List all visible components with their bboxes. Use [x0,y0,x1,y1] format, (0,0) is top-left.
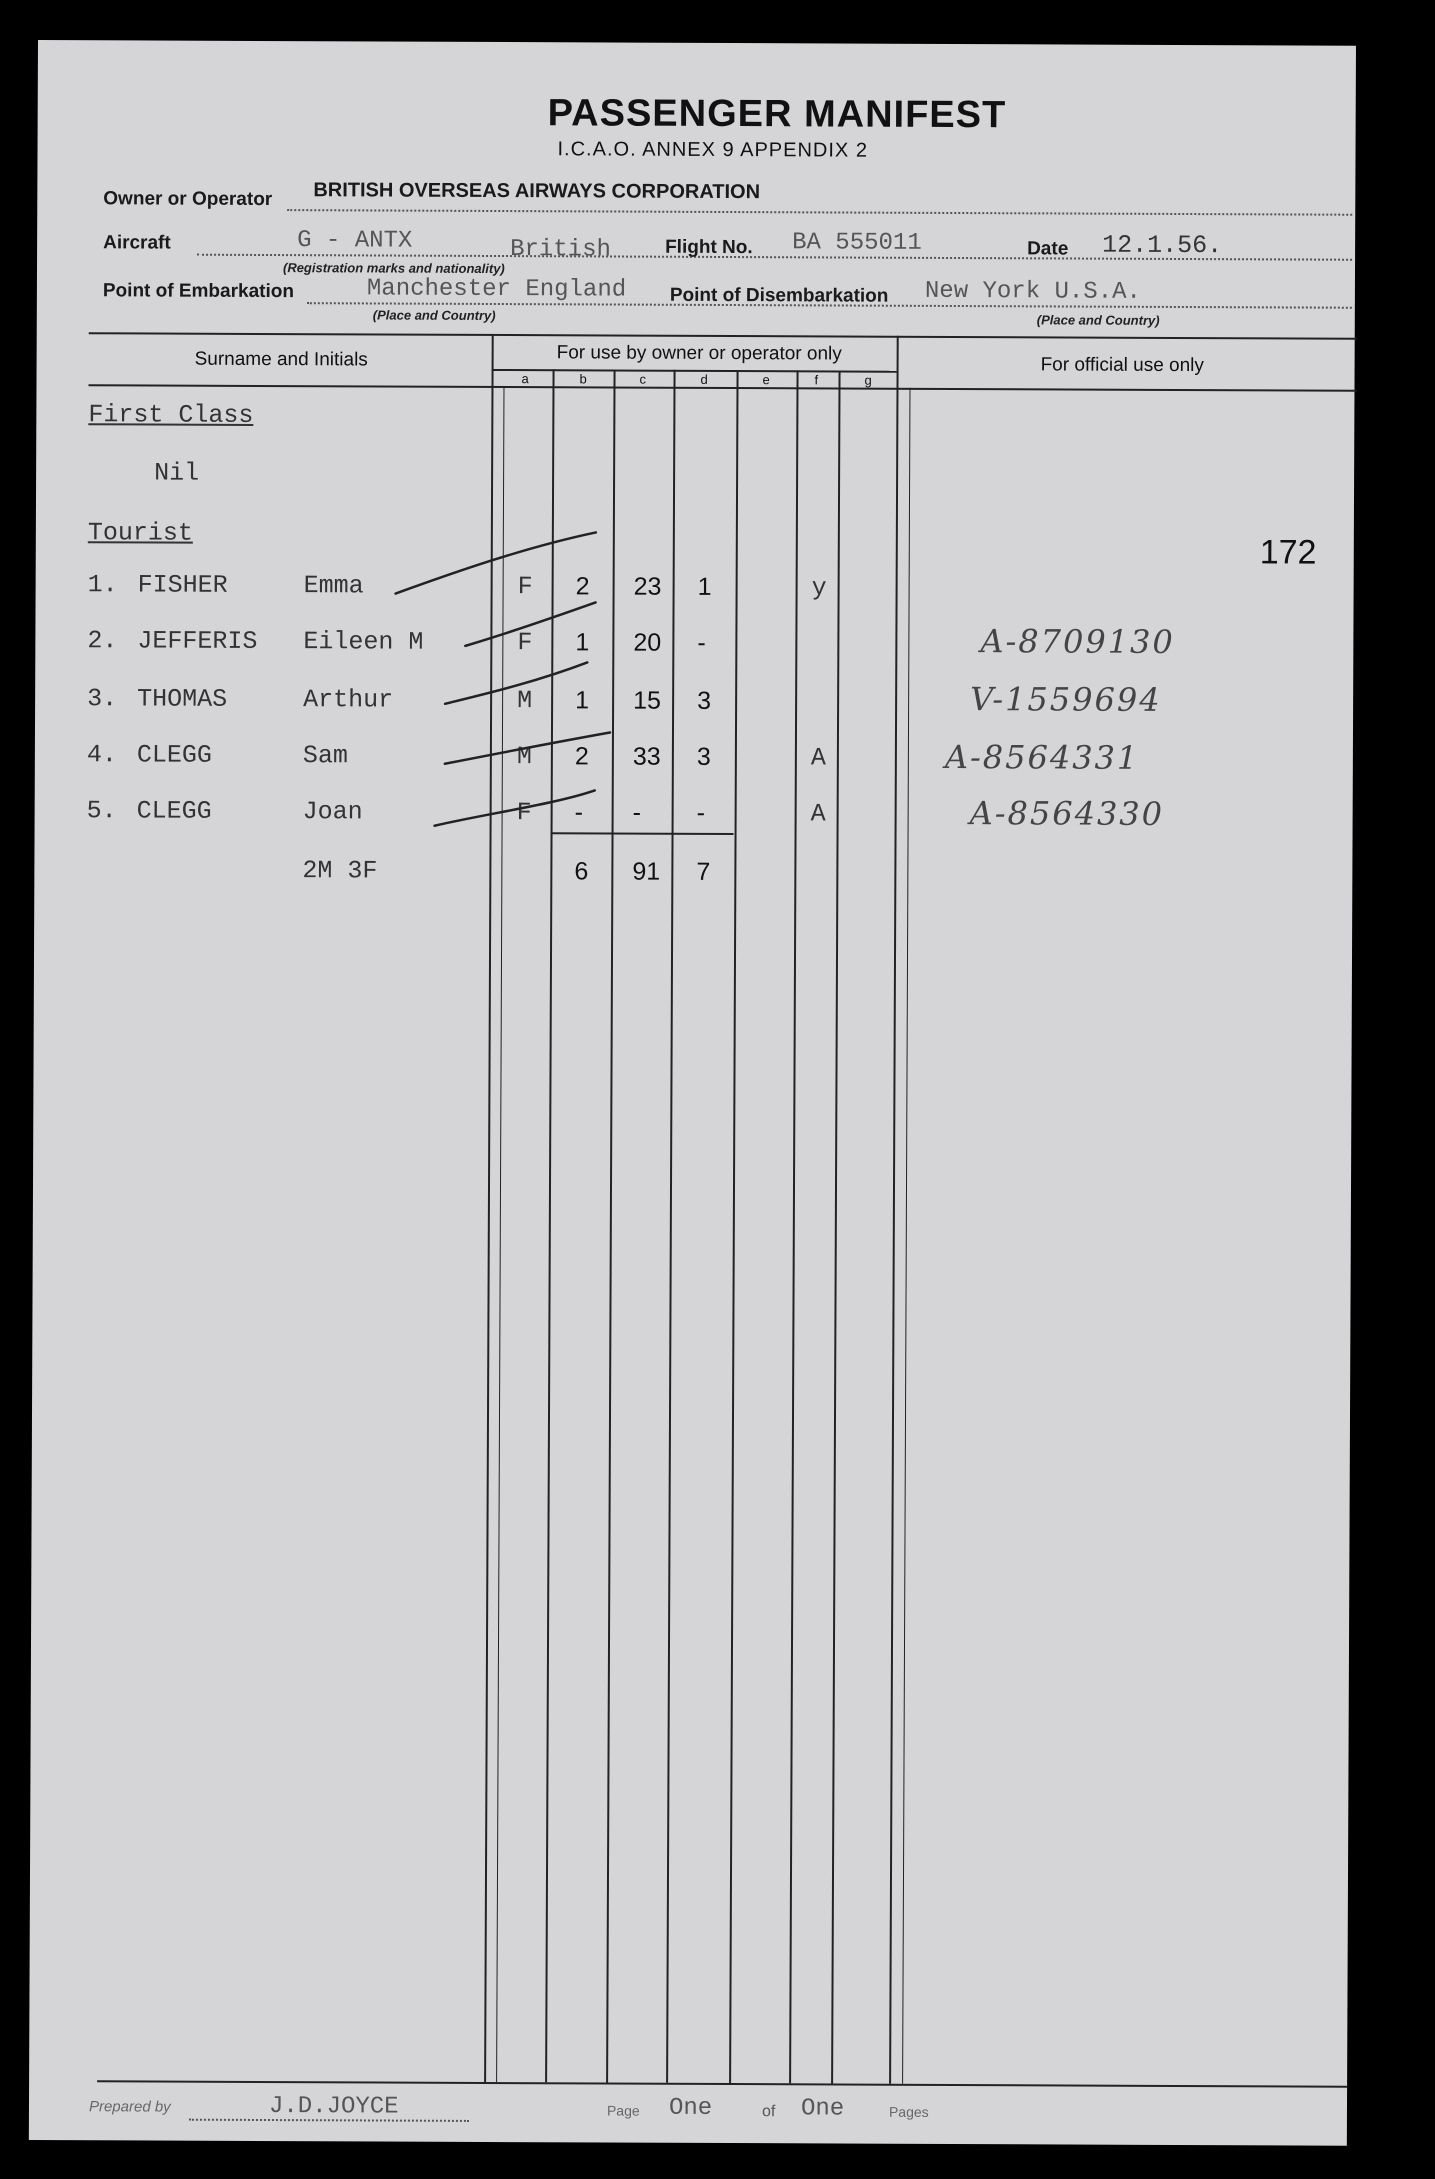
passenger-given-name: Emma [303,571,364,601]
aircraft-label: Aircraft [103,232,171,254]
column-divider-f [789,370,798,2083]
cell-f: A [810,799,826,829]
cell-d: 3 [696,742,711,771]
column-divider-official-inner [902,388,910,2084]
column-divider-official [889,336,899,2084]
page-label: Page [606,2102,640,2119]
official-number: A-8564331 [944,737,1140,777]
footer-rule [97,2080,1347,2087]
prepared-by-value: J.D.JOYCE [268,2093,399,2121]
passenger-given-name: Arthur [303,685,394,715]
cell-c: - [632,798,642,827]
passenger-given-name: Eileen M [303,627,424,657]
cell-a: F [517,572,533,602]
cell-d: - [696,798,706,827]
disembarkation-caption: (Place and Country) [1036,312,1160,328]
cell-b: - [574,798,584,827]
passenger-no: 4. [86,740,117,770]
cell-c: 15 [633,686,661,715]
header-surname: Surname and Initials [194,348,368,371]
cell-f: y [811,573,827,603]
header-official: For official use only [1040,354,1204,377]
passenger-surname: THOMAS [137,684,228,714]
passenger-no: 3. [87,684,118,714]
totals-b: 6 [574,857,589,886]
of-value: One [800,2095,845,2123]
flight-value: BA 555011 [792,229,922,257]
official-number: V-1559694 [970,680,1162,719]
section-tourist: Tourist [87,518,193,548]
section-first-class: First Class [88,400,254,430]
embarkation-value: Manchester England [366,275,627,304]
passenger-surname: CLEGG [136,796,212,826]
date-label: Date [1027,238,1069,260]
cell-c: 33 [632,742,661,771]
passenger-no: 5. [86,796,117,826]
registration-caption: (Registration marks and nationality) [282,260,505,277]
first-class-nil: Nil [154,458,200,488]
cell-a: M [516,742,532,772]
subcol-e: e [762,372,770,388]
subcol-b: b [579,371,587,387]
passenger-given-name: Sam [302,741,348,771]
official-number: A-8564330 [969,794,1165,833]
passenger-surname: JEFFERIS [137,626,258,656]
cell-a: M [517,686,533,716]
cell-b: 1 [575,628,590,657]
date-value: 12.1.56. [1102,230,1223,261]
cell-b: 1 [575,686,590,715]
passenger-given-name: Joan [302,797,363,827]
cell-a: F [517,628,533,658]
page-number-stamp: 172 [1259,533,1317,572]
owner-value: BRITISH OVERSEAS AIRWAYS CORPORATION [313,179,761,204]
subcol-a: a [521,371,529,387]
cell-d: 1 [697,572,712,601]
document-title: PASSENGER MANIFEST [547,92,1007,137]
embarkation-label: Point of Embarkation [102,280,295,303]
document-subtitle: I.C.A.O. ANNEX 9 APPENDIX 2 [557,138,869,162]
totals-c: 91 [632,857,661,886]
pages-label: Pages [888,2103,929,2120]
subcol-d: d [700,371,708,387]
totals-d: 7 [696,857,711,886]
pen-strike-marks [34,40,738,943]
cell-d: 3 [697,686,712,715]
flight-label: Flight No. [665,236,753,259]
cell-a: F [516,798,532,828]
cell-b: 2 [575,572,590,601]
of-label: of [761,2103,776,2121]
subcol-g: g [864,372,872,388]
passenger-surname: FISHER [137,570,228,600]
cell-b: 2 [574,742,589,771]
prepared-by-label: Prepared by [88,2098,171,2116]
disembarkation-value: New York U.S.A. [924,277,1142,306]
page-value: One [668,2094,713,2122]
subcol-f: f [814,372,819,388]
column-divider-g [831,370,840,2083]
official-number: A-8709130 [980,622,1175,661]
cell-d: - [697,628,706,657]
passenger-no: 2. [87,626,118,656]
embarkation-caption: (Place and Country) [372,307,496,323]
disembarkation-label: Point of Disembarkation [669,284,889,307]
header-owner-use: For use by owner or operator only [556,342,842,365]
manifest-document [29,40,1356,2146]
cell-c: 23 [633,572,662,601]
passenger-no: 1. [87,570,118,600]
nationality-value: British [510,236,611,264]
subcol-c: c [639,371,647,387]
cell-c: 20 [633,628,662,657]
cell-f: A [810,743,826,773]
passenger-surname: CLEGG [136,740,212,770]
aircraft-value: G - ANTX [297,227,413,255]
totals-label: 2M 3F [302,856,378,886]
owner-label: Owner or Operator [103,188,273,211]
